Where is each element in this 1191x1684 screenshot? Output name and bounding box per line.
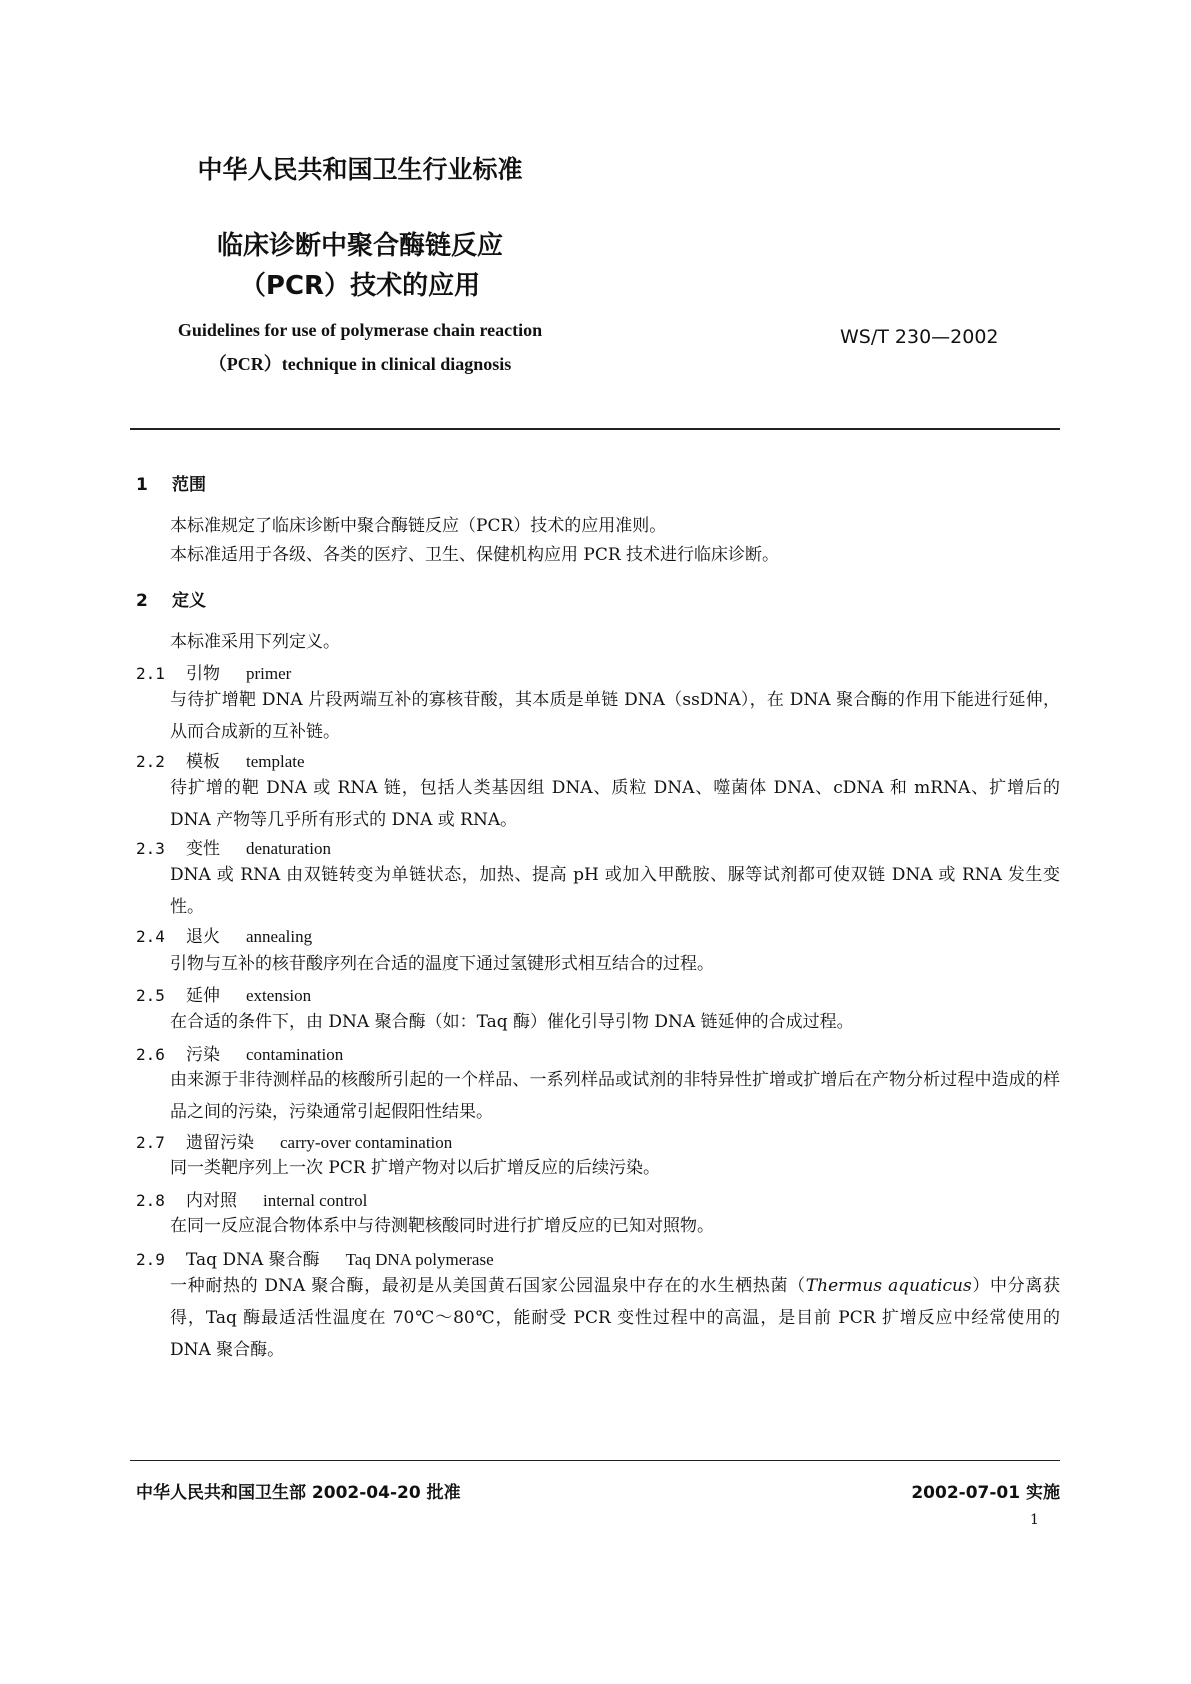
term-cn: 延伸 xyxy=(186,986,220,1006)
term-definition: 与待扩增靶 DNA 片段两端互补的寡核苷酸，其本质是单链 DNA（ssDNA），在 DNA 聚合酶的作用下能进行延伸，从而合成新的互补链。 xyxy=(170,690,1060,742)
term-en: template xyxy=(246,752,305,771)
title-cn-line2: （PCR）技术的应用 xyxy=(239,271,481,301)
issuing-authority: 中华人民共和国卫生行业标准 xyxy=(197,155,523,184)
species-name: Thermus aquaticus xyxy=(805,1276,972,1296)
term-number: 2.2 xyxy=(136,752,165,771)
term-definition xyxy=(170,1270,1060,1366)
section-1-heading xyxy=(136,470,206,495)
title-en-line1: Guidelines for use of polymerase chain reaction xyxy=(177,320,543,340)
term-heading xyxy=(136,747,305,772)
term-en: Taq DNA polymerase xyxy=(345,1250,494,1269)
title-en-line2: （PCR）technique in clinical diagnosis xyxy=(208,354,512,374)
paragraph: 本标准采用下列定义。 xyxy=(170,632,340,652)
term-en: denaturation xyxy=(246,839,331,858)
section-2-heading xyxy=(136,586,206,611)
page-number: 1 xyxy=(1030,1512,1039,1528)
term-definition: 引物与互补的核苷酸序列在合适的温度下通过氢键形式相互结合的过程。 xyxy=(170,954,714,974)
term-en: primer xyxy=(246,664,292,683)
term-heading xyxy=(136,1186,367,1211)
term-number: 2.8 xyxy=(136,1191,165,1210)
term-number: 2.4 xyxy=(136,927,165,946)
term-cn: 变性 xyxy=(186,839,220,859)
paragraph: 本标准适用于各级、各类的医疗、卫生、保健机构应用 PCR 技术进行临床诊断。 xyxy=(170,545,780,565)
term-heading xyxy=(136,1040,343,1065)
term-heading xyxy=(136,1128,452,1153)
section-number: 1 xyxy=(136,475,148,495)
term-cn: 遗留污染 xyxy=(186,1133,254,1153)
term-number: 2.6 xyxy=(136,1045,165,1064)
term-definition: 在同一反应混合物体系中与待测靶核酸同时进行扩增反应的已知对照物。 xyxy=(170,1216,714,1236)
term-definition: 同一类靶序列上一次 PCR 扩增产物对以后扩增反应的后续污染。 xyxy=(170,1158,661,1178)
standard-code: WS/T 230—2002 xyxy=(840,326,999,348)
term-cn: Taq DNA 聚合酶 xyxy=(186,1250,320,1270)
paragraph: 本标准规定了临床诊断中聚合酶链反应（PCR）技术的应用准则。 xyxy=(170,516,667,536)
section-number: 2 xyxy=(136,591,148,611)
term-heading xyxy=(136,1245,494,1270)
term-cn: 污染 xyxy=(186,1045,220,1065)
term-en: contamination xyxy=(246,1045,344,1064)
term-heading xyxy=(136,922,312,947)
definition-text: ）中分离获得，Taq 酶最适活性温度在 70℃～80℃，能耐受 PCR 变性过程中的高温，是目前 PCR 扩增反应中经常使用的 DNA 聚合酶。 xyxy=(170,1276,1060,1360)
term-heading xyxy=(136,659,291,684)
term-definition: DNA 或 RNA 由双链转变为单链状态，加热、提高 pH 或加入甲酰胺、脲等试剂都可使双链 DNA 或 RNA 发生变性。 xyxy=(170,865,1060,917)
term-definition: 由来源于非待测样品的核酸所引起的一个样品、一系列样品或试剂的非特异性扩增或扩增后在产物分析过程中造成的样品之间的污染，污染通常引起假阳性结果。 xyxy=(170,1070,1060,1122)
term-definition: 待扩增的靶 DNA 或 RNA 链，包括人类基因组 DNA、质粒 DNA、噬菌体 DNA、cDNA 和 mRNA、扩增后的 DNA 产物等几乎所有形式的 DNA 或 RNA。 xyxy=(170,778,1060,830)
term-heading xyxy=(136,981,311,1006)
term-en: internal control xyxy=(263,1191,368,1210)
term-number: 2.1 xyxy=(136,664,165,683)
header-divider xyxy=(130,428,1060,430)
term-heading xyxy=(136,834,331,859)
title-cn-line1: 临床诊断中聚合酶链反应 xyxy=(216,231,503,261)
approval-info: 中华人民共和国卫生部 2002-04-20 批准 xyxy=(136,1483,461,1503)
term-en: extension xyxy=(246,986,312,1005)
section-title: 定义 xyxy=(172,591,206,611)
term-number: 2.9 xyxy=(136,1250,165,1269)
term-cn: 内对照 xyxy=(186,1191,237,1211)
term-number: 2.3 xyxy=(136,839,165,858)
term-number: 2.5 xyxy=(136,986,165,1005)
term-cn: 模板 xyxy=(186,752,220,772)
term-cn: 退火 xyxy=(186,927,220,947)
term-en: annealing xyxy=(246,927,313,946)
footer-divider xyxy=(130,1460,1060,1461)
definition-text: 一种耐热的 DNA 聚合酶，最初是从美国黄石国家公园温泉中存在的水生栖热菌（ xyxy=(170,1276,806,1296)
term-en: carry-over contamination xyxy=(280,1133,453,1152)
implementation-date: 2002-07-01 实施 xyxy=(911,1483,1060,1503)
term-definition: 在合适的条件下，由 DNA 聚合酶（如：Taq 酶）催化引导引物 DNA 链延伸的合成过程。 xyxy=(170,1012,854,1032)
section-title: 范围 xyxy=(172,475,206,495)
term-number: 2.7 xyxy=(136,1133,165,1152)
term-cn: 引物 xyxy=(186,664,220,684)
